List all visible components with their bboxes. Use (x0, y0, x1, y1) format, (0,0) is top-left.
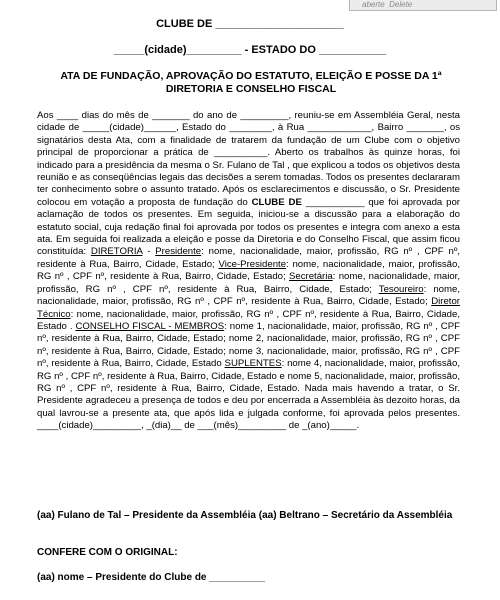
suplentes-text: : nome 4, nacionalidade, maior, profissão, RG nº , CPF nº, residente à Rua, Bairro, Cidade, Estado e nome 5, nacionalidade, maior, profissão, RG nº , CPF nº, residente à Rua, Bairro, Cidade, Estado. Nada mais havendo a tratar, o Sr. Presidente agradeceu a presença de todos e deu por encerrada a Assembléia às dezoito horas, da qual lavrou-se a presente ata, que após lida e julgada conforme, foi aprovada pelos presentes. ____(cidade)_________, _(dia)__ de ___(mês)_________ de _(ano)_____. (37, 358, 460, 432)
city-state-line: _____(cidade)_________ - ESTADO DO ___________ (113, 44, 387, 56)
confere-heading: CONFERE COM O ORIGINAL: (37, 547, 178, 558)
document-heading-line2: DIRETORIA E CONSELHO FISCAL (165, 83, 337, 95)
club-name-bold: CLUBE DE (251, 196, 302, 208)
presidente-label: Presidente (155, 246, 202, 258)
approval-text: ___________ que foi aprovada por aclamação de todos os presentes. Em seguida, iniciou-se a discussão para a elaboração do estatuto social, cuja redação final foi aprovada por todos os presentes e integra com anexo a esta ata. Em seguida foi realizada a eleição e posse da Diretoria e do Conselho Fiscal, que assim ficou constituída: (37, 196, 460, 258)
presidente-text: : nome, nacionalidade, maior, profissão, RG nº , CPF nº, residente à Rua, Bairro, Cidade, Estado; (37, 246, 460, 270)
secretaria-label: Secretária (288, 271, 333, 283)
diretor-tecnico-text: : nome, nacionalidade, maior, profissão, RG nº , CPF nº, residente à Rua, Bairro, Cidade, Estado . (37, 308, 460, 332)
minutes-paragraph (37, 110, 460, 433)
tesoureiro-text: : nome, nacionalidade, maior, profissão, RG nº , CPF nº, residente à Rua, Bairro, Cidade, Estado; (37, 283, 460, 308)
secretaria-text: : nome, nacionalidade, maior, profissão, RG nº , CPF nº, residente à Rua, Bairro, Cidade, Estado; (37, 271, 460, 295)
diretoria-heading: DIRETORIA (90, 246, 143, 258)
minutes-body (37, 110, 460, 433)
vice-presidente-label: Vice-Presidente (218, 258, 287, 270)
conselho-fiscal-text: : nome 1, nacionalidade, maior, profissão, RG nº , CPF nº, residente à Rua, Bairro, Cidade, Estado; nome 2, nacionalidade, maior, profissão, RG nº , CPF nº, residente à Rua, Bairro, Cidade, Estado; nome 3, nacionalidade, maior, profissão, RG nº , CPF nº, residente à Rua, Bairro, Cidade, Estado (37, 320, 460, 370)
suplentes-label: SUPLENTES (224, 358, 282, 370)
corner-tab: aberte Delete (349, 0, 497, 11)
tesoureiro-label: Tesoureiro (378, 283, 424, 295)
club-title: CLUBE DE _____________________ (156, 18, 344, 30)
intro-text: Aos ____ dias do mês de _______ do ano de _________, reuniu-se em Assembléia Geral, nesta cidade de _____(cidade)______, Estado do ________, à Rua ____________, Bairro _______, os signatários desta Ata, com a finalidade de tratarem da fundação de um Clube com o objetivo principal de proporcionar a prática de __________. Aberto os trabalhos às quinze horas, foi indicado para a presidência da mesma o Sr. Fulano de Tal , que explicou a todos os objetivos desta reunião e as conseqüências legais das decisões a serem tomadas. Todos os presentes declararam ter conhecimento sobre o assunto tratado. Após os esclarecimentos e discussão, o Sr. Presidente colocou em votação a proposta de fundação do (37, 110, 460, 208)
vice-presidente-text: : nome, nacionalidade, maior, profissão, RG nº , CPF nº, residente à Rua, Bairro, Cidade, Estado; (37, 258, 461, 283)
conselho-fiscal-label: CONSELHO FISCAL - MEMBROS (75, 320, 225, 332)
document-heading-line1: ATA DE FUNDAÇÃO, APROVAÇÃO DO ESTATUTO, ELEIÇÃO E POSSE DA 1ª (60, 70, 442, 82)
signature-line: (aa) Fulano de Tal – Presidente da Assembléia (aa) Beltrano – Secretário da Assembléia (37, 510, 453, 521)
diretor-tecnico-label: Diretor Técnico (37, 296, 460, 320)
club-president-signature: (aa) nome – Presidente do Clube de __________ (37, 572, 265, 583)
dash-separator: - (142, 246, 156, 258)
